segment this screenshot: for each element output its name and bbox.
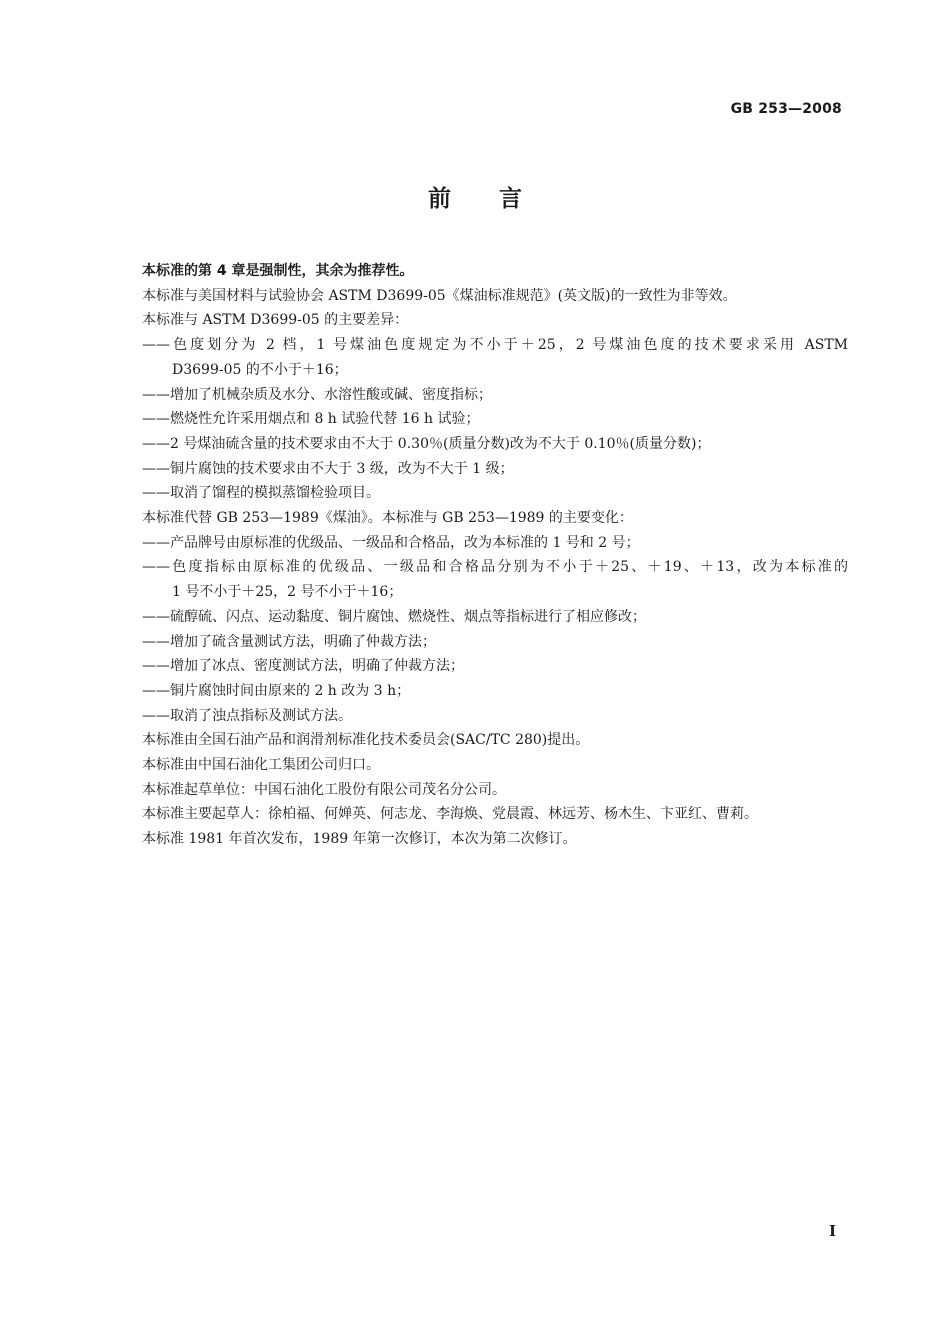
paragraph-differences-intro: 本标准与 ASTM D3699-05 的主要差异：: [142, 312, 409, 329]
list-item: ——色度划分为 2 档，1 号煤油色度规定为不小于＋25，2 号煤油色度的技术要求采用 ASTM: [142, 337, 848, 354]
list-item: ——2 号煤油硫含量的技术要求由不大于 0.30％(质量分数)改为不大于 0.10％(质量分数)；: [142, 435, 711, 452]
paragraph-drafters: 本标准主要起草人：徐柏福、何婵英、何志龙、李海焕、党晨霞、林远芳、杨木生、卞亚红、曹莉。: [142, 806, 758, 823]
foreword-body: [142, 259, 848, 852]
list-item: ——铜片腐蚀的技术要求由不大于 3 级，改为不大于 1 级；: [142, 460, 514, 477]
paragraph-proposer: 本标准由全国石油产品和润滑剂标准化技术委员会(SAC/TC 280)提出。: [142, 732, 590, 749]
list-item: ——取消了馏程的模拟蒸馏检验项目。: [142, 485, 380, 502]
paragraph-history: 本标准 1981 年首次发布，1989 年第一次修订，本次为第二次修订。: [142, 831, 577, 848]
list-item: ——铜片腐蚀时间由原来的 2 h 改为 3 h；: [142, 682, 411, 699]
list-item: ——增加了硫含量测试方法，明确了仲裁方法；: [142, 633, 436, 650]
paragraph-mandatory-note: 本标准的第 4 章是强制性，其余为推荐性。: [142, 263, 414, 279]
paragraph-centralized: 本标准由中国石油化工集团公司归口。: [142, 757, 380, 774]
page-title: [0, 180, 950, 213]
standard-code: GB 253—2008: [730, 101, 842, 117]
list-item: ——产品牌号由原标准的优级品、一级品和合格品，改为本标准的 1 号和 2 号；: [142, 534, 640, 551]
page-number: I: [828, 1222, 836, 1240]
paragraph-drafting-unit: 本标准起草单位：中国石油化工股份有限公司茂名分公司。: [142, 781, 506, 798]
list-item: ——增加了冰点、密度测试方法，明确了仲裁方法；: [142, 658, 464, 675]
paragraph-consistency: 本标准与美国材料与试验协会 ASTM D3699-05《煤油标准规范》(英文版)的一致性为非等效。: [142, 287, 737, 304]
list-item: ——硫醇硫、闪点、运动黏度、铜片腐蚀、燃烧性、烟点等指标进行了相应修改；: [142, 608, 646, 625]
list-item: ——增加了机械杂质及水分、水溶性酸或碱、密度指标；: [142, 386, 492, 403]
title-char-2: 言: [499, 186, 522, 212]
list-item: ——色度指标由原标准的优级品、一级品和合格品分别为不小于＋25、＋19、＋13，改为本标准的: [142, 559, 848, 576]
paragraph-replacement: 本标准代替 GB 253—1989《煤油》。本标准与 GB 253—1989 的主要变化：: [142, 510, 633, 527]
title-char-1: 前: [428, 186, 451, 212]
list-item-continuation: D3699-05 的不小于＋16；: [172, 361, 348, 378]
list-item: ——燃烧性允许采用烟点和 8 h 试验代替 16 h 试验；: [142, 411, 480, 428]
list-item-continuation: 1 号不小于＋25，2 号不小于＋16；: [172, 584, 403, 601]
list-item: ——取消了浊点指标及测试方法。: [142, 707, 352, 724]
